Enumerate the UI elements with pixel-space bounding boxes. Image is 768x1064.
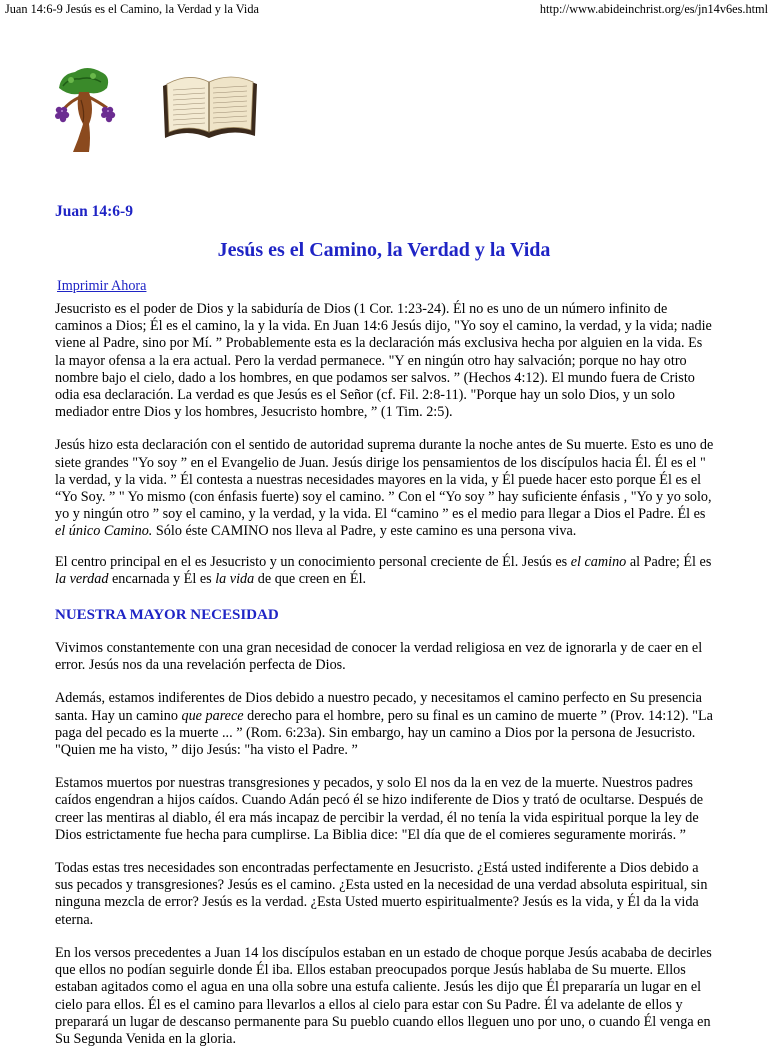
paragraph-3	[55, 554, 715, 588]
article-body	[55, 301, 715, 1064]
paragraph-8: En los versos precedentes a Juan 14 los discípulos estaban en un estado de choque porque Jesús acababa de decirles que ellos no podían seguirle donde Él iba. Ellos estaban preocupados porque Jesús hablaba de Su muerte. Ellos estaban agitados como el agua en una olla sobre una estufa caliente. Jesús les dijo que Él prepararía un lugar en el cielo para ellos. Él es el camino para llevarlos a ellos al cielo para estar con Su Padre. Él va adelante de ellos y preparará un lugar de descanso permanente para Su pueblo cuando ellos lleguen uno por uno, o cuando Él venga en Su Segunda Venida en la gloria.	[55, 944, 712, 1047]
paragraph-5-emphasis: que parece	[181, 707, 244, 724]
grapevine-tree-icon	[55, 68, 115, 152]
paragraph-3-text-g: de que creen en Él.	[254, 570, 367, 587]
header-page-title: Juan 14:6-9 Jesús es el Camino, la Verdad y la Vida	[5, 2, 259, 16]
paragraph-3-text-c: al Padre; Él es	[626, 553, 712, 570]
header-url: http://www.abideinchrist.org/es/jn14v6es.html	[539, 2, 768, 16]
paragraph-3-emphasis-camino: el camino	[570, 553, 627, 570]
paragraph-3-emphasis-vida: la vida	[215, 570, 255, 587]
section-heading: NUESTRA MAYOR NECESIDAD	[55, 607, 279, 624]
header-logos	[49, 52, 259, 162]
open-bible-icon	[163, 77, 257, 138]
paragraph-3-text-e: encarnada y Él es	[108, 570, 216, 587]
print-now-link[interactable]: Imprimir Ahora	[57, 278, 147, 294]
paragraph-4: Vivimos constantemente con una gran necesidad de conocer la verdad religiosa en vez de ignorarla y de caer en el error. Jesús nos da una revelación perfecta de Dios.	[55, 640, 703, 674]
paragraph-2-text-a: Jesús hizo esta declaración con el sentido de autoridad suprema durante la noche antes de Su muerte. Esto es uno de siete grandes "Yo soy ” en el Evangelio de Juan. Jesús dirige los pensamientos de los discípulos hacia Él. Él es el " la verdad, y la vida. ” Él contesta a nuestras necesidades mayores en la vida, y Él puede hacer esto porque Él es el “Yo Soy. ” " Yo mismo (con énfasis fuerte) soy el camino. ” Con el “Yo soy ” hay suficiente énfasis , "Yo y yo solo, yo y ningún otro ” soy el camino, y la verdad, y la vida. El “camino ” es el medio para llegar a Dios el Padre. Él es	[55, 437, 714, 523]
paragraph-5-text-a: Además, estamos indiferentes de Dios debido a nuestro pecado, y necesitamos el camino perfecto en Su presencia santa. Hay un camino	[55, 690, 702, 724]
paragraph-2-emphasis: el único Camino.	[55, 523, 153, 540]
scripture-reference: Juan 14:6-9	[55, 203, 133, 220]
paragraph-2-text-c: Sólo éste CAMINO nos lleva al Padre, y este camino es una persona viva.	[152, 523, 577, 540]
print-header	[0, 0, 768, 18]
paragraph-3-emphasis-verdad: la verdad	[55, 570, 109, 587]
paragraph-6: Estamos muertos por nuestras transgresiones y pecados, y solo El nos da la en vez de la muerte. Nuestros padres caídos engendran a hijos caídos. Cuando Adán pecó él se hizo indiferente de Dios y trató de ocultarse. Después de creer las mentiras al diablo, él era más incapaz de percibir la verdad, él no tenía la vida espiritual porque la ley de Dios estrictamente fue hecha para cumplirse. La Biblia dice: "El día que de el comieres seguramente morirás. ”	[55, 775, 704, 843]
paragraph-7: Todas estas tres necesidades son encontradas perfectamente en Jesucristo. ¿Está usted indiferente a Dios debido a sus pecados y transgresiones? Jesús es el camino. ¿Esta usted en la necesidad de una verdad absoluta espiritual, sin ninguna mezcla de error? Jesús es la verdad. ¿Esta Usted muerto espiritualmente? Jesús es la vida, y Él da la vida eterna.	[55, 860, 708, 928]
paragraph-1: Jesucristo es el poder de Dios y la sabiduría de Dios (1 Cor. 1:23-24). Él no es uno de un número infinito de caminos a Dios; Él es el camino, la y la vida. En Juan 14:6 Jesús dijo, "Yo soy el camino, la verdad, y la vida; nadie viene al Padre, sino por Mí. ” Probablemente esta es la declaración más exclusiva hecha por alguien en la vida. Es la mayor ofensa a la era actual. Pero la verdad permanece. "Y en ningún otro hay salvación; porque no hay otro nombre bajo el cielo, dado a los hombres, en que podamos ser salvos. ” (Hechos 4:12). El mundo fuera de Cristo odia esa declaración. La verdad es que Jesús es el Señor (cf. Fil. 2:8-11). "Porque hay un solo Dios, y un solo mediador entre Dios y los hombres, Jesucristo hombre, ” (1 Tim. 2:5).	[55, 301, 712, 421]
paragraph-3-text-a: El centro principal en el es Jesucristo y un conocimiento personal creciente de Él. Jesús es	[55, 553, 571, 570]
paragraph-5-text-c: derecho para el hombre, pero su final es un camino de muerte ” (Prov. 14:12). "La paga del pecado es la muerte ... ” (Rom. 6:23a). Sin embargo, hay un camino a Dios por la persona de Jesucristo. "Quien me ha visto, ” dijo Jesús: "ha visto el Padre. ”	[55, 707, 713, 759]
paragraph-5	[55, 690, 715, 759]
page-title: Jesús es el Camino, la Verdad y la Vida	[217, 239, 551, 261]
paragraph-2	[55, 437, 715, 540]
